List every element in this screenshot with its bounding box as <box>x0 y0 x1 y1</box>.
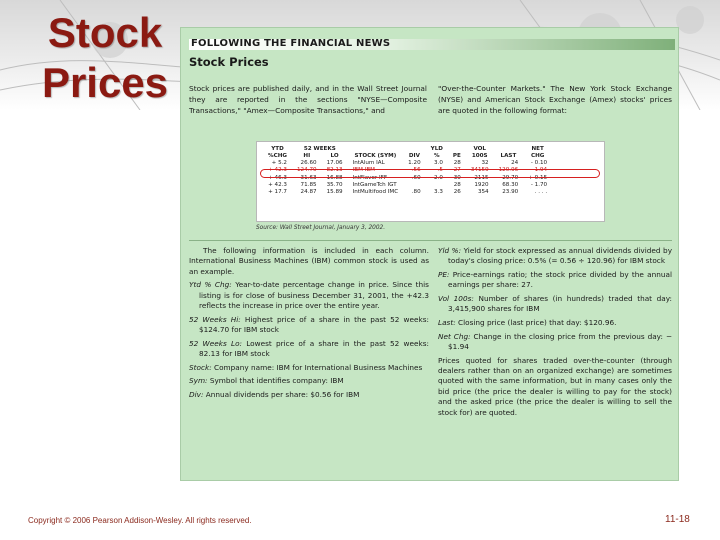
definition-text: Price-earnings ratio; the stock price divided by the annual earnings per share: 27. <box>448 270 672 290</box>
cell-net: - 1.94 <box>530 167 548 174</box>
cell-hi: 71.85 <box>300 181 317 188</box>
definition-item <box>189 376 429 386</box>
definition-term: Ytd % Chg: <box>189 280 232 290</box>
column-intro: The following information is included in each column. International Business Machines (IBM) common stock is used as an example. <box>189 246 429 276</box>
definition-item <box>189 339 429 360</box>
definition-text: Company name: IBM for International Business Machines <box>213 362 423 372</box>
cell-vol: 2115 <box>474 174 489 181</box>
cell-net: - 0.10 <box>530 160 548 167</box>
definition-term: Yld %: <box>438 246 462 255</box>
definition-item <box>438 270 672 291</box>
cell-lo: 16.88 <box>326 174 343 181</box>
cell-ytd: + 17.7 <box>268 189 287 195</box>
cell-yld <box>426 182 448 189</box>
definition-text: Change in the closing price from the previous day: −$1.94 <box>448 331 672 351</box>
definition-term: Vol 100s: <box>438 294 474 303</box>
definition-text: Year-to-date percentage change in price. Since this listing is for close of business December 31, 2001, the +42.3 reflects the increase in price over the entire year. <box>199 280 429 311</box>
cell-div: .56 <box>411 167 421 174</box>
header-hi: HI <box>303 152 311 159</box>
header-pe-blank <box>448 146 466 153</box>
cell-ytd: + 5.2 <box>271 160 287 167</box>
otc-closing-paragraph: Prices quoted for shares traded over-the-counter (through dealers rather than on an organized exchange) are sometimes quoted with the same information, but in many cases only the bid price (the price the dealer is willing to pay for the stock) and the asked price (the price the dealer is willing to sell the stock for) are quoted. <box>438 355 672 417</box>
cell-pe: 28 <box>453 181 461 188</box>
cell-lo: 35.70 <box>326 181 343 188</box>
cell-ytd: + 42.3 <box>268 181 287 188</box>
cell-stock: IntMultifood IMC <box>352 189 399 195</box>
copyright-footer: Copyright © 2006 Pearson Addison-Wesley. All rights reserved. <box>28 516 252 525</box>
cell-ytd: + 46.3 <box>268 174 287 181</box>
header-vol100: 100S <box>471 152 488 159</box>
definition-text: Highest price of a share in the past 52 weeks: $124.70 for IBM stock <box>199 314 429 335</box>
cell-vol: 1920 <box>474 181 489 188</box>
definition-text: Closing price (last price) that day: $120.96. <box>458 318 617 327</box>
header-lo: LO <box>330 152 339 159</box>
header-pe: PE <box>452 152 461 159</box>
definition-item <box>438 332 672 353</box>
definitions-right-column <box>438 246 672 421</box>
cell-pe: 28 <box>453 160 461 167</box>
header-div-blank <box>403 146 425 153</box>
definitions-left-column <box>189 246 429 404</box>
cell-vol: 34159 <box>470 167 489 174</box>
definition-term: Stock: <box>189 362 212 372</box>
header-vol: VOL <box>473 146 486 152</box>
definition-item <box>189 363 429 373</box>
cell-hi: 24.87 <box>300 189 317 195</box>
definition-term: 52 Weeks Lo: <box>189 338 242 348</box>
cell-net: + 0.15 <box>528 174 548 181</box>
definition-term: Div: <box>189 390 204 399</box>
cell-pe: 30 <box>453 174 461 181</box>
cell-lo: 15.89 <box>326 189 343 195</box>
definition-term: PE: <box>438 270 450 279</box>
ibm-row-highlight-oval <box>260 169 600 178</box>
header-div: DIV <box>408 152 420 159</box>
header-stock-blank <box>348 146 404 153</box>
definition-item <box>438 294 672 315</box>
definition-text: Annual dividends per share: $0.56 for IBM <box>205 390 360 399</box>
cell-div: .60 <box>411 174 421 181</box>
intro-text-left: Stock prices are published daily, and in the Wall Street Journal they are reported in the sections "NYSE—Composite Transactions," "Amex—Composite Transactions," and <box>189 84 427 116</box>
definition-text: Symbol that identifies company: IBM <box>209 376 344 386</box>
stock-quote-table-box <box>256 141 605 222</box>
cell-last: 29.70 <box>502 174 519 181</box>
cell-hi: 31.63 <box>300 174 317 181</box>
table-row <box>263 160 552 167</box>
cell-yld: 2.0 <box>434 174 443 181</box>
header-pct: % <box>433 152 440 159</box>
definition-term: 52 Weeks Hi: <box>189 314 241 324</box>
cell-yld: .5 <box>437 167 443 174</box>
cell-stock: IBM IBM <box>352 167 375 174</box>
cell-stock: IntAlum IAL <box>352 160 385 167</box>
cell-div: .80 <box>411 189 421 195</box>
cell-vol: 32 <box>481 160 489 167</box>
header-last: LAST <box>500 152 517 159</box>
cell-last: 68.30 <box>502 181 519 188</box>
header-52weeks: 52 WEEKS <box>303 146 336 152</box>
slide-title-line2: Prices <box>41 59 169 106</box>
cell-last: 24 <box>511 160 519 167</box>
cell-ytd: + 42.3 <box>268 167 287 174</box>
cell-vol: 354 <box>477 189 489 195</box>
section-divider <box>189 240 672 241</box>
table-source-note: Source: Wall Street Journal, January 3, 2002. <box>256 225 386 231</box>
definition-text: Lowest price of a share in the past 52 weeks: 82.13 for IBM stock <box>199 338 429 359</box>
header-netchg: CHG <box>530 152 545 159</box>
definition-text: Yield for stock expressed as annual dividends divided by today's closing price: 0.5% (= 0.56 ÷ 120.96) for IBM stock <box>448 246 673 266</box>
definition-term: Last: <box>438 318 456 327</box>
slide-title <box>30 8 180 108</box>
cell-pe: 26 <box>453 189 461 195</box>
definition-item <box>438 318 672 328</box>
cell-pe: 27 <box>453 167 461 174</box>
cell-last: 23.90 <box>502 189 519 195</box>
slide-title-line1: Stock <box>47 9 163 56</box>
cell-last: 120.96 <box>498 167 519 174</box>
panel-banner-label: FOLLOWING THE FINANCIAL NEWS <box>191 38 391 49</box>
cell-yld: 3.3 <box>434 189 443 195</box>
panel-heading: Stock Prices <box>189 55 269 69</box>
cell-net: . . . . <box>534 189 548 195</box>
definition-term: Sym: <box>189 376 208 386</box>
definition-item <box>189 280 429 311</box>
cell-div <box>403 182 425 189</box>
cell-hi: 124.70 <box>296 167 317 174</box>
cell-div: 1.20 <box>408 160 421 167</box>
cell-stock: IntGameTch IGT <box>352 181 397 188</box>
cell-net: - 1.70 <box>530 181 548 188</box>
page-number: 11-18 <box>665 514 690 525</box>
header-ytd: YTD <box>271 146 284 152</box>
intro-text-right: "Over-the-Counter Markets." The New York Stock Exchange (NYSE) and American Stock Exchange (Amex) stocks' prices are quoted in the following format: <box>438 84 672 116</box>
header-net: NET <box>531 146 544 152</box>
definition-term: Net Chg: <box>438 331 471 341</box>
definition-item <box>189 315 429 336</box>
definition-text: Number of shares (in hundreds) traded that day: 3,415,900 shares for IBM <box>448 294 672 314</box>
header-stock: STOCK (SYM) <box>354 152 397 159</box>
cell-lo: 82.13 <box>326 167 343 174</box>
cell-yld: 3.0 <box>434 160 443 167</box>
header-last-blank <box>494 146 524 153</box>
definition-item <box>438 246 672 267</box>
cell-lo: 17.06 <box>326 160 343 167</box>
cell-hi: 26.60 <box>300 160 317 167</box>
table-row <box>263 189 552 196</box>
financial-news-panel <box>180 27 679 481</box>
header-yld: YLD <box>430 146 443 152</box>
header-pctchg: %CHG <box>268 152 287 159</box>
cell-stock: IntFlavor IFF <box>352 174 388 181</box>
definition-item <box>189 390 429 400</box>
table-row <box>263 182 552 189</box>
